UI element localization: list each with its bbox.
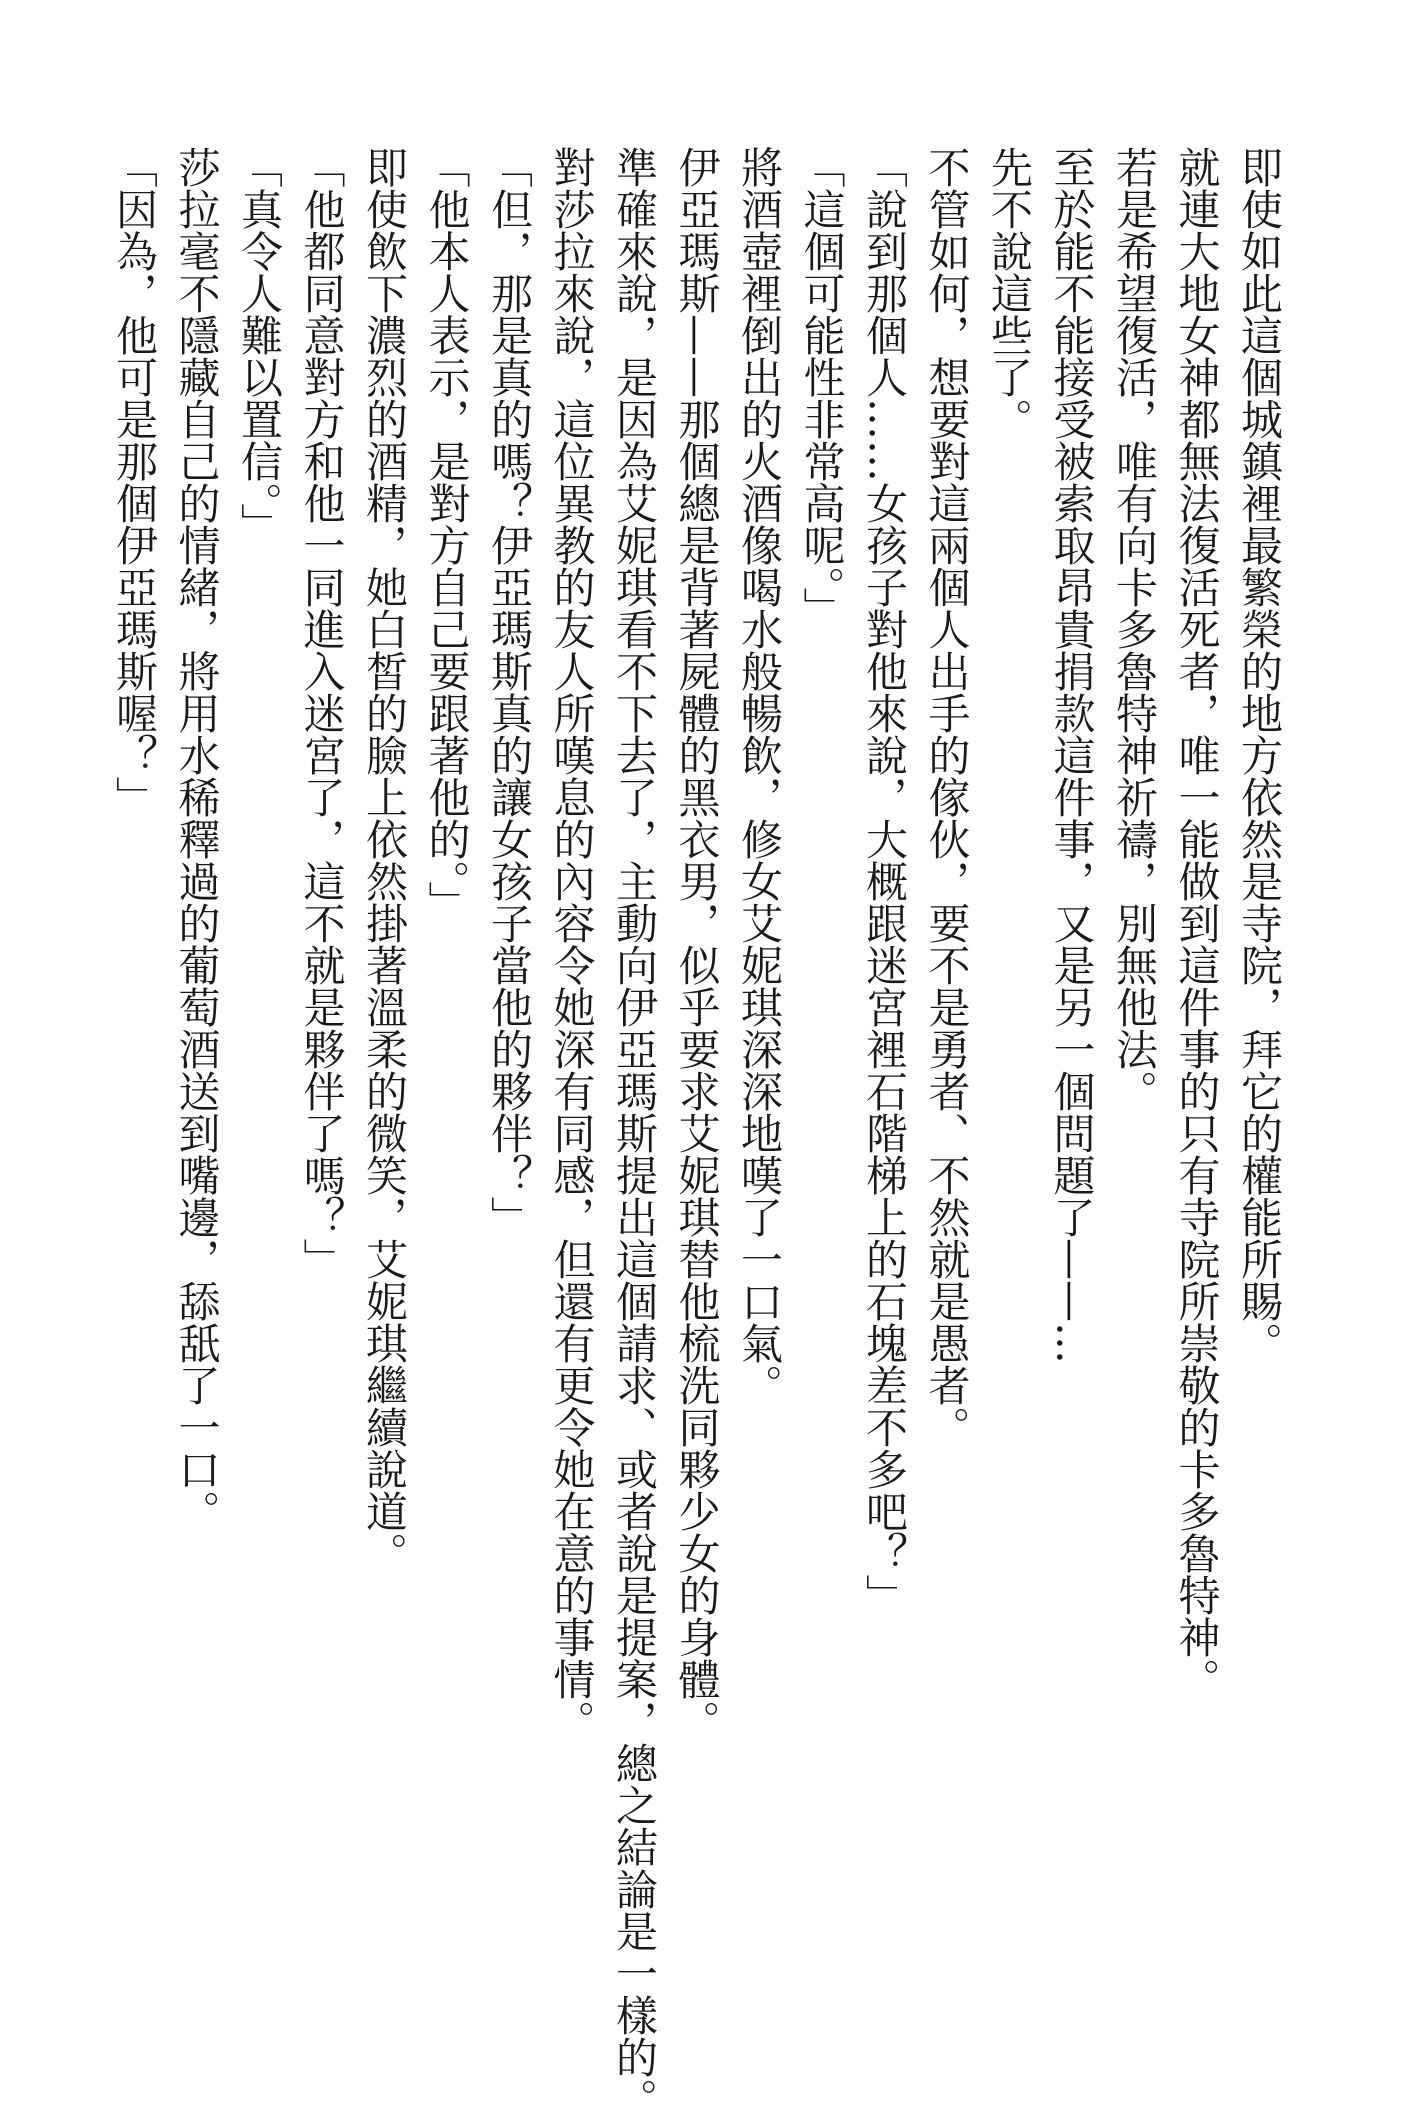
paragraph: 莎拉毫不隱藏自己的情緒，將用水稀釋過的葡萄酒送到嘴邊，舔舐了一口。 [172,146,222,1532]
dialogue-line: 「真令人難以置信。」 [235,146,284,545]
paragraph: 先不說這些了。 [985,146,1034,440]
paragraph: 至於能不能接受被索取昂貴捐款這件事，又是另一個問題了——… [1047,146,1097,1364]
dialogue-line: 「他本人表示，是對方自己要跟著他的。」 [422,146,472,923]
paragraph: 將酒壺裡倒出的火酒像喝水般暢飲，修女艾妮琪深深地嘆了一口氣。 [735,146,784,1406]
paragraph: 若是希望復活，唯有向卡多魯特神祈禱，別無他法。 [1110,146,1159,1112]
dialogue-line: 「他都同意對方和他一同進入迷宮了，這不就是夥伴了嗎？」 [297,146,347,1280]
vertical-text-page [103,146,1291,2120]
paragraph: 準確來說，是因為艾妮琪看不下去了，主動向伊亞瑪斯提出這個請求、或者說是提案，總之結論是一樣的。 [610,146,659,2120]
paragraph: 即使如此這個城鎮裡最繁榮的地方依然是寺院，拜它的權能所賜。 [1235,146,1284,1364]
dialogue-line: 「但，那是真的嗎？伊亞瑪斯真的讓女孩子當他的夥伴？」 [485,146,534,1238]
dialogue-line: 「這個可能性非常高呢。」 [797,146,847,629]
paragraph: 伊亞瑪斯——那個總是背著屍體的黑衣男，似乎要求艾妮琪替他梳洗同夥少女的身體。 [672,146,722,1742]
paragraph: 不管如何，想要對這兩個人出手的傢伙，要不是勇者、不然就是愚者。 [922,146,972,1448]
paragraph: 對莎拉來說，這位異教的友人所嘆息的內容令她深有同感，但還有更令她在意的事情。 [547,146,597,1742]
dialogue-line: 「說到那個人……女孩子對他來說，大概跟迷宮裡石階梯上的石塊差不多吧？」 [860,146,909,1616]
paragraph: 即使飲下濃烈的酒精，她白皙的臉上依然掛著溫柔的微笑，艾妮琪繼續說道。 [360,146,409,1574]
dialogue-line: 「因為，他可是那個伊亞瑪斯喔？」 [110,146,159,818]
paragraph: 就連大地女神都無法復活死者，唯一能做到這件事的只有寺院所崇敬的卡多魯特神。 [1172,146,1222,1700]
